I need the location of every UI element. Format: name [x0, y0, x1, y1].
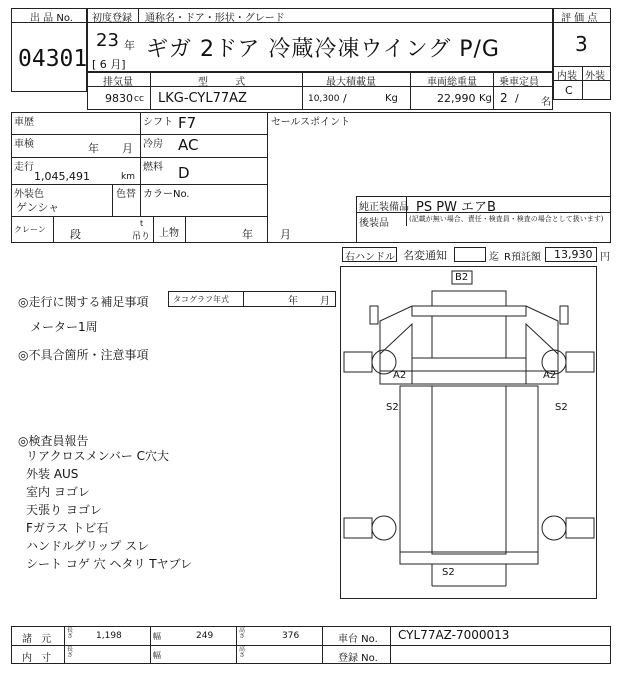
max-load-sep: / [343, 92, 347, 105]
cab-front [412, 306, 526, 316]
length-value: 1,198 [96, 631, 122, 641]
recycle-deposit-label: R預託額 [504, 252, 541, 263]
inspector-line: 外装 AUS [26, 467, 79, 481]
inspection-year-unit: 年 [88, 142, 99, 155]
damage-mark-b2: B2 [455, 272, 469, 283]
capacity-sep: / [515, 92, 519, 105]
name-change-date-box [454, 247, 486, 262]
aftermarket-note: (記載が無い場合、責任・検査員・検査の場合として扱います) [409, 215, 604, 223]
max-load: 10,300 [308, 94, 340, 104]
mileage-unit: km [121, 172, 135, 182]
score-label: 評 価 点 [561, 13, 598, 24]
color-change-label: 色替 [116, 189, 136, 200]
recycle-deposit-value: 13,930 [554, 248, 593, 261]
equipment-value: PS PW エアB [416, 200, 496, 215]
mileage-note-title: ◎走行に関する補足事項 [18, 295, 149, 309]
color-code-label: カラーNo. [143, 189, 190, 200]
height-value: 376 [282, 631, 300, 641]
crane-ton-unit: t [140, 219, 144, 228]
crane-label: クレーン [14, 225, 46, 234]
inspection-label: 車検 [14, 139, 34, 150]
damage-mark-s2-left: S2 [386, 402, 399, 413]
chassis-number-label: 車台 No. [338, 634, 378, 645]
gross-weight: 22,990 [437, 92, 476, 105]
capacity: 2 [500, 91, 508, 105]
history-label: 車歴 [14, 117, 34, 128]
model-code: LKG-CYL77AZ [158, 91, 247, 106]
vehicle-name-label: 通称名・ドア・形状・グレード [145, 13, 285, 24]
model-label: 型 式 [198, 77, 258, 88]
interior-grade: C [565, 84, 573, 97]
yen-label: 円 [600, 252, 610, 263]
internal-dims-label: 内 寸 [22, 653, 55, 664]
tachograph-month-unit: 月 [320, 296, 330, 307]
upper-year-unit: 年 [242, 228, 253, 241]
exterior-grade-label: 外装 [585, 71, 605, 82]
height-label: 高さ [239, 627, 246, 640]
width-value: 249 [196, 631, 214, 641]
registration-year: 23 [96, 30, 119, 51]
capacity-label: 乗車定員 [499, 77, 539, 88]
dimensions-label: 諸 元 [22, 634, 55, 645]
inspection-month-unit: 月 [122, 142, 133, 155]
spec-row [87, 72, 553, 110]
inspector-line: シート コゲ 穴 ヘタリ Tヤブレ [26, 557, 193, 571]
lot-number-label: 出 品 No. [30, 13, 73, 24]
aftermarket-label: 後装品 [359, 218, 389, 229]
capacity-unit: 名 [541, 97, 551, 108]
damage-mark-a2-left: A2 [393, 370, 407, 381]
mileage-note: メーター1周 [30, 320, 98, 334]
damage-mark-s2-rear: S2 [442, 567, 455, 578]
inspector-title: ◎検査員報告 [18, 434, 89, 448]
displacement-label: 排気量 [103, 77, 133, 88]
internal-width-label: 幅 [153, 651, 161, 660]
registration-month: [ 6 月] [92, 58, 126, 71]
internal-height-label: 高さ [239, 646, 246, 659]
rear-left-wheel [372, 516, 396, 540]
mileage-value: 1,045,491 [34, 170, 90, 183]
displacement-unit: cc [134, 94, 144, 104]
rhd-label: 右ハンドル [345, 252, 395, 263]
shift-label: シフト [143, 117, 173, 128]
name-change-label: 名変通知 [403, 249, 447, 262]
upper-body-label: 上物 [159, 228, 179, 239]
upper-month-unit: 月 [280, 228, 291, 241]
interior-grade-label: 内装 [557, 71, 577, 82]
width-label: 幅 [153, 632, 161, 641]
inspector-line: 天張り ヨゴレ [26, 503, 102, 517]
gross-weight-unit: Kg [479, 93, 492, 104]
tachograph-label: タコグラフ年式 [173, 295, 229, 304]
windshield [432, 316, 506, 358]
fuel-label: 燃料 [143, 162, 163, 173]
gross-weight-label: 車両総重量 [427, 77, 477, 88]
tachograph-year-unit: 年 [288, 296, 298, 307]
color-label: 外装色 [14, 189, 44, 200]
crane-stage-unit: 段 [70, 228, 81, 241]
inspector-line: Fガラス トビ石 [26, 521, 109, 535]
cargo-floor [432, 386, 506, 554]
color-value: ゲンシャ [16, 201, 60, 214]
defects-title: ◎不具合箇所・注意事項 [18, 348, 149, 362]
cab-outline [380, 306, 558, 354]
ac-value: AC [178, 136, 199, 154]
cab-roof [432, 291, 506, 306]
vehicle-name: ギガ 2ドア 冷蔵冷凍ウイング P/G [146, 37, 500, 62]
fuel-value: D [178, 164, 190, 182]
crane-hang-unit: 吊り [132, 232, 151, 242]
mileage-label: 走行 [14, 162, 34, 173]
damage-mark-a2-right: A2 [543, 370, 557, 381]
cargo-body [400, 386, 538, 564]
sales-point-label: セールスポイント [271, 117, 351, 128]
damage-mark-s2-right: S2 [555, 402, 568, 413]
inspector-line: ハンドルグリップ スレ [26, 539, 150, 553]
max-load-label: 最大積載量 [326, 77, 376, 88]
inspector-line: リアクロスメンバー C穴大 [26, 449, 169, 463]
first-registration-label: 初度登録 [92, 13, 132, 24]
registration-number-label: 登録 No. [338, 653, 378, 664]
inspector-line: 室内 ヨゴレ [26, 485, 90, 499]
chassis-number: CYL77AZ-7000013 [398, 628, 510, 642]
internal-length-label: 長さ [67, 646, 74, 659]
lot-number: 04301 [18, 46, 88, 72]
equipment-label: 純正装備品 [359, 202, 409, 213]
length-label: 長さ [67, 627, 74, 640]
truck-diagram [340, 266, 597, 599]
displacement: 9830 [105, 92, 133, 105]
score-value: 3 [575, 32, 588, 56]
ac-label: 冷房 [143, 139, 163, 150]
max-load-unit: Kg [385, 93, 398, 104]
rear-right-wheel [542, 516, 566, 540]
registration-year-unit: 年 [124, 39, 135, 52]
shift-value: F7 [178, 114, 197, 132]
delivery-label: 迄 [489, 252, 499, 263]
